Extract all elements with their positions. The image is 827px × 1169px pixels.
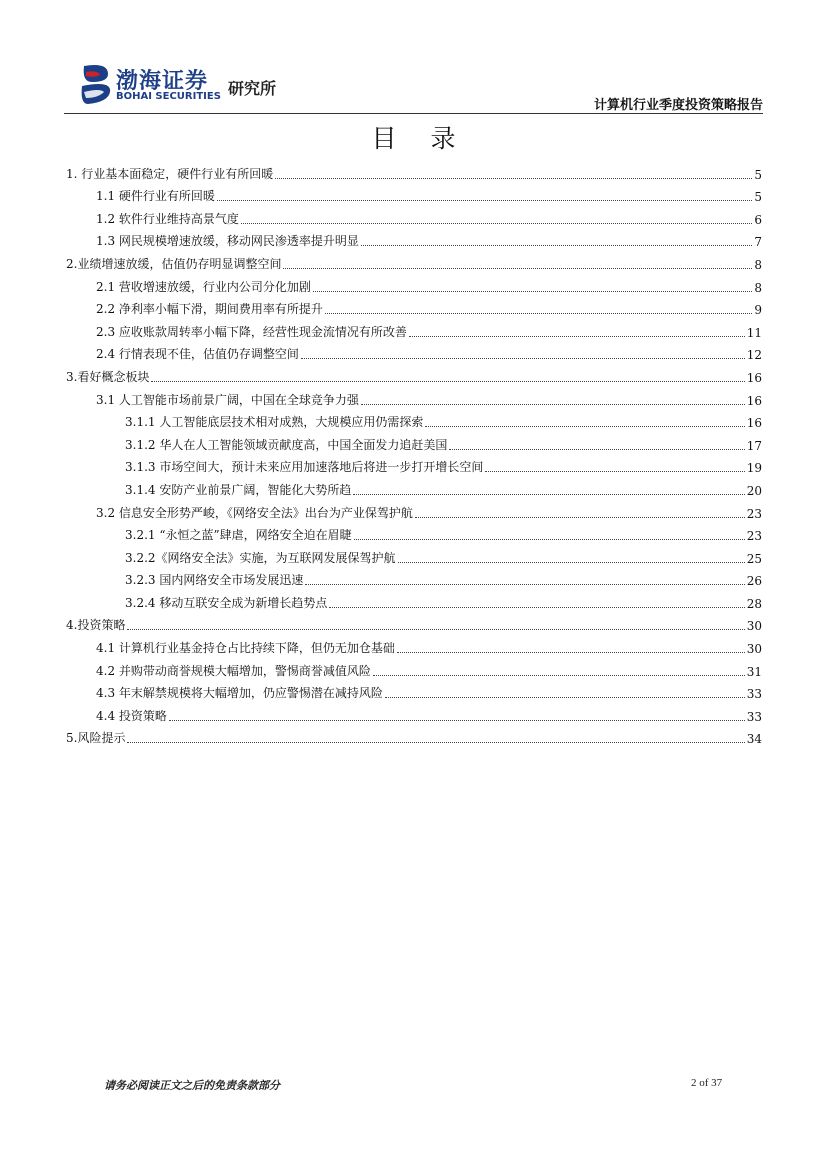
toc-entry[interactable] — [66, 521, 762, 544]
toc-entry[interactable] — [66, 475, 762, 498]
toc-leader-dots — [217, 199, 752, 201]
toc-entry-text: 3.1.1 人工智能底层技术相对成熟，大规模应用仍需探索 — [125, 415, 424, 430]
report-title: 计算机行业季度投资策略报告 — [593, 98, 763, 113]
institute-label: 研究所 — [228, 79, 277, 98]
toc-leader-dots — [305, 583, 744, 585]
toc-entry-page: 30 — [746, 642, 762, 657]
toc-leader-dots — [325, 312, 752, 314]
toc-entry-text: 1.1 硬件行业有所回暖 — [96, 189, 215, 204]
bohai-logo-icon — [78, 62, 114, 106]
toc-entry-page: 7 — [754, 235, 762, 250]
toc-entry-text: 3.2.4 移动互联安全成为新增长趋势点 — [125, 595, 328, 610]
toc-entry[interactable] — [66, 362, 762, 385]
table-of-contents — [66, 159, 762, 746]
toc-leader-dots — [373, 674, 745, 676]
toc-entry-page: 12 — [746, 348, 762, 363]
toc-entry-page: 33 — [746, 709, 762, 724]
toc-entry-text: 4.3 年末解禁规模将大幅增加，仍应警惕潜在减持风险 — [96, 686, 383, 701]
toc-leader-dots — [449, 448, 744, 450]
toc-entry[interactable] — [66, 543, 762, 566]
toc-entry-text: 4.2 并购带动商誉规模大幅增加，警惕商誉减值风险 — [96, 663, 371, 678]
toc-entry-text: 3.看好概念板块 — [66, 369, 150, 384]
toc-leader-dots — [425, 425, 744, 427]
toc-entry-page: 30 — [746, 619, 762, 634]
toc-entry[interactable] — [66, 385, 762, 408]
toc-entry-text: 2.业绩增速放缓，估值仍存明显调整空间 — [66, 256, 282, 271]
toc-entry-page: 16 — [746, 393, 762, 408]
toc-leader-dots — [415, 516, 745, 518]
toc-entry-page: 5 — [754, 167, 762, 182]
toc-entry-text: 2.3 应收账款周转率小幅下降，经营性现金流情况有所改善 — [96, 324, 407, 339]
disclaimer-note: 请务必阅读正文之后的免责条款部分 — [104, 1079, 280, 1092]
toc-entry-text: 4.投资策略 — [66, 618, 126, 633]
toc-leader-dots — [353, 493, 744, 495]
toc-entry-text: 5.风险提示 — [66, 731, 126, 746]
toc-entry-page: 25 — [746, 551, 762, 566]
toc-leader-dots — [398, 561, 745, 563]
toc-leader-dots — [354, 538, 745, 540]
toc-entry[interactable] — [66, 701, 762, 724]
toc-entry[interactable] — [66, 679, 762, 702]
toc-leader-dots — [397, 651, 745, 653]
toc-entry[interactable] — [66, 453, 762, 476]
toc-entry-page: 8 — [754, 280, 762, 295]
toc-entry-text: 3.2 信息安全形势严峻，《网络安全法》出台为产业保驾护航 — [96, 505, 413, 520]
toc-leader-dots — [329, 606, 744, 608]
toc-title: 目录 — [371, 124, 490, 153]
toc-leader-dots — [361, 244, 752, 246]
toc-leader-dots — [301, 357, 745, 359]
toc-leader-dots — [409, 335, 745, 337]
toc-entry-page: 17 — [746, 438, 762, 453]
toc-entry[interactable] — [66, 227, 762, 250]
toc-entry-page: 16 — [746, 370, 762, 385]
toc-leader-dots — [169, 719, 745, 721]
toc-entry-page: 23 — [746, 506, 762, 521]
toc-entry[interactable] — [66, 249, 762, 272]
toc-entry[interactable] — [66, 656, 762, 679]
toc-entry-text: 4.1 计算机行业基金持仓占比持续下降，但仍无加仓基础 — [96, 641, 395, 656]
toc-leader-dots — [361, 403, 745, 405]
toc-entry-text: 3.2.1 “永恒之蓝”肆虐，网络安全迫在眉睫 — [125, 528, 352, 543]
toc-entry-text: 3.2.3 国内网络安全市场发展迅速 — [125, 573, 304, 588]
toc-entry-page: 26 — [746, 574, 762, 589]
toc-leader-dots — [313, 290, 752, 292]
page-number: 2 of 37 — [691, 1077, 723, 1089]
toc-entry[interactable] — [66, 566, 762, 589]
toc-entry[interactable] — [66, 159, 762, 182]
company-logo — [78, 62, 318, 108]
toc-entry[interactable] — [66, 340, 762, 363]
toc-entry-text: 2.4 行情表现不佳，估值仍存调整空间 — [96, 347, 299, 362]
toc-entry-page: 11 — [746, 325, 762, 340]
toc-leader-dots — [485, 470, 744, 472]
toc-leader-dots — [151, 380, 744, 382]
header-divider — [64, 113, 763, 114]
brand-name-en: BOHAI SECURITIES — [116, 91, 221, 102]
toc-entry[interactable] — [66, 204, 762, 227]
toc-leader-dots — [127, 628, 744, 630]
toc-entry-text: 2.1 营收增速放缓，行业内公司分化加剧 — [96, 279, 311, 294]
toc-leader-dots — [127, 741, 744, 743]
toc-entry[interactable] — [66, 430, 762, 453]
toc-entry[interactable] — [66, 633, 762, 656]
toc-entry-text: 3.2.2《网络安全法》实施，为互联网发展保驾护航 — [125, 550, 396, 565]
toc-entry-text: 1.3 网民规模增速放缓，移动网民渗透率提升明显 — [96, 234, 359, 249]
toc-leader-dots — [385, 696, 745, 698]
toc-entry[interactable] — [66, 182, 762, 205]
toc-entry-page: 8 — [754, 257, 762, 272]
toc-leader-dots — [275, 177, 752, 179]
toc-entry-page: 19 — [746, 461, 762, 476]
toc-entry[interactable] — [66, 724, 762, 747]
toc-entry-page: 23 — [746, 529, 762, 544]
toc-leader-dots — [283, 267, 752, 269]
toc-entry-page: 9 — [754, 303, 762, 318]
toc-entry-page: 20 — [746, 483, 762, 498]
toc-entry-text: 3.1.2 华人在人工智能领域贡献度高，中国全面发力追赶美国 — [125, 437, 448, 452]
page-header — [0, 0, 827, 120]
toc-entry-text: 3.1.4 安防产业前景广阔，智能化大势所趋 — [125, 482, 352, 497]
toc-entry[interactable] — [66, 272, 762, 295]
toc-entry-page: 5 — [754, 190, 762, 205]
toc-entry[interactable] — [66, 588, 762, 611]
toc-entry-page: 34 — [746, 732, 762, 747]
toc-entry-page: 16 — [746, 416, 762, 431]
toc-entry-text: 1. 行业基本面稳定，硬件行业有所回暖 — [66, 166, 274, 181]
toc-entry-text: 2.2 净利率小幅下滑，期间费用率有所提升 — [96, 302, 323, 317]
toc-entry[interactable] — [66, 611, 762, 634]
toc-entry-text: 3.1 人工智能市场前景广阔，中国在全球竞争力强 — [96, 392, 359, 407]
brand-name-cn: 渤海证券 — [116, 69, 209, 94]
toc-entry-page: 33 — [746, 687, 762, 702]
toc-entry[interactable] — [66, 317, 762, 340]
toc-entry[interactable] — [66, 408, 762, 431]
toc-entry-text: 1.2 软件行业维持高景气度 — [96, 211, 239, 226]
toc-entry-text: 4.4 投资策略 — [96, 708, 167, 723]
toc-entry-page: 31 — [746, 664, 762, 679]
toc-entry-text: 3.1.3 市场空间大，预计未来应用加速落地后将进一步打开增长空间 — [125, 460, 484, 475]
toc-entry[interactable] — [66, 498, 762, 521]
toc-entry-page: 6 — [754, 212, 762, 227]
toc-leader-dots — [241, 222, 752, 224]
toc-entry-page: 28 — [746, 596, 762, 611]
toc-entry[interactable] — [66, 295, 762, 318]
